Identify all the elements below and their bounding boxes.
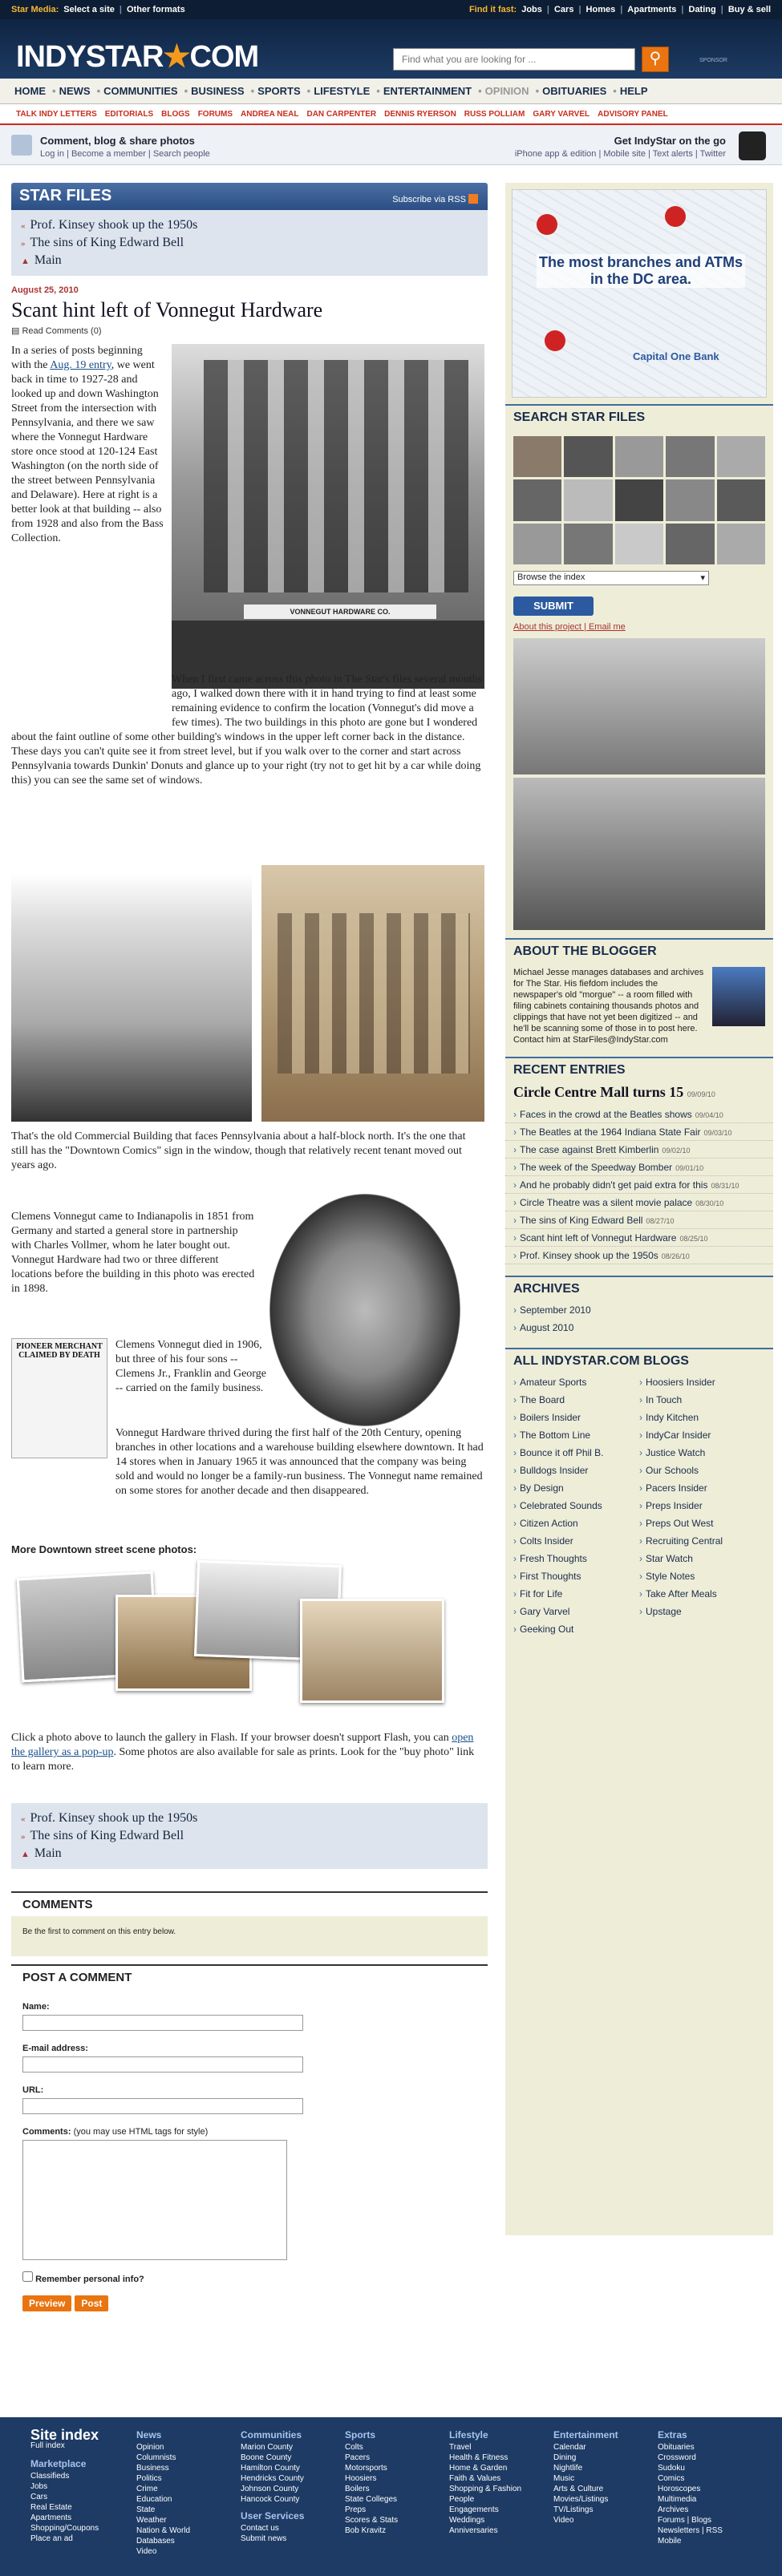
subnav-advisory-panel[interactable]: ADVISORY PANEL	[598, 109, 668, 119]
double-arrow-icon: »	[21, 239, 26, 249]
footer-heading[interactable]: Extras	[658, 2429, 687, 2441]
remember-checkbox[interactable]	[22, 2271, 33, 2282]
footer-link[interactable]: Travel	[449, 2443, 472, 2452]
footer-link[interactable]: Contact us	[241, 2524, 279, 2533]
footer-link[interactable]: Nation & World	[136, 2526, 191, 2535]
recent-entry[interactable]: › Prof. Kinsey shook up the 1950s 08/26/10	[505, 1247, 773, 1264]
member-links[interactable]: Log in | Become a member | Search people	[40, 149, 210, 159]
blog-link[interactable]: › Geeking Out	[513, 1624, 574, 1635]
footer-link[interactable]: Submit news	[241, 2534, 287, 2543]
blog-nav-bottom	[11, 1803, 488, 1869]
main-nav: HOME • NEWS • COMMUNITIES • BUSINESS • SPORTS • LIFESTYLE • ENTERTAINMENT • OPINION • OBITUARIES • HELP	[0, 79, 782, 104]
map-pin-icon	[545, 330, 565, 351]
gallery-photo-4[interactable]	[300, 1599, 444, 1703]
footer-link[interactable]: Comics	[658, 2474, 685, 2483]
paragraph-3: That's the old Commercial Building that faces Pennsylvania about a half-block north. It's the one that still has the "Downtown Comics" sign in the window, though that relatively recent tenant moved out years ago.	[11, 1130, 466, 1171]
paragraph-7: Click a photo above to launch the gallery in Flash. If your browser doesn't support Flash, you can open the gallery as a pop-up. Some photos are also available for sale as prints. Look for the "buy photo" link to learn more.	[11, 1732, 475, 1773]
thumb-photo	[513, 524, 561, 564]
blog-link[interactable]: › Boilers Insider	[513, 1412, 581, 1423]
blog-link[interactable]: › Preps Insider	[639, 1500, 703, 1511]
comment-icon: ▤	[11, 326, 22, 336]
nav-business[interactable]: BUSINESS	[191, 85, 245, 97]
nav-obituaries[interactable]: OBITUARIES	[542, 85, 607, 97]
footer-link[interactable]: Columnists	[136, 2453, 176, 2462]
footer-link[interactable]: State	[136, 2505, 156, 2514]
footer-link[interactable]: Hoosiers	[345, 2474, 377, 2483]
blog-link	[639, 1620, 765, 1638]
archive-link[interactable]: › August 2010	[513, 1322, 574, 1333]
footer-link[interactable]: Databases	[136, 2537, 175, 2546]
footer-link[interactable]: Crime	[136, 2485, 158, 2493]
star-media-label: Star Media:	[11, 5, 59, 14]
footer-link[interactable]: Marion County	[241, 2443, 294, 2452]
footer-link[interactable]: Archives	[658, 2505, 689, 2514]
search-button[interactable]	[642, 47, 669, 72]
footer-link[interactable]: Colts	[345, 2443, 363, 2452]
blog-link[interactable]: › Colts Insider	[513, 1535, 573, 1547]
search-star-files-title: SEARCH STAR FILES	[505, 404, 773, 430]
footer-link[interactable]: Crossword	[658, 2453, 696, 2462]
recent-entry[interactable]: › Scant hint left of Vonnegut Hardware 08/25/10	[505, 1229, 773, 1247]
arrow-icon: ›	[513, 1482, 517, 1494]
blog-link[interactable]: › Amateur Sports	[513, 1377, 587, 1388]
blogger-photo	[712, 967, 765, 1026]
name-label: Name:	[22, 2002, 50, 2012]
recent-entries-title: RECENT ENTRIES	[505, 1057, 773, 1082]
recent-entries-list	[505, 1106, 773, 1264]
preview-button[interactable]: Preview	[22, 2295, 71, 2311]
footer-link[interactable]: Johnson County	[241, 2485, 299, 2493]
read-comments-link[interactable]: ▤ Read Comments (0)	[11, 326, 102, 336]
arrow-icon: ›	[513, 1500, 517, 1511]
ad-headline: The most branches and ATMs in the DC area.	[537, 254, 745, 288]
arrow-icon: ›	[639, 1412, 642, 1423]
footer-sports	[345, 2430, 398, 2536]
footer-link[interactable]: Video	[136, 2547, 157, 2556]
blog-link[interactable]: › Take After Meals	[639, 1588, 717, 1599]
arrow-icon: ›	[639, 1447, 642, 1458]
archive-link[interactable]: › September 2010	[513, 1304, 591, 1316]
footer-link[interactable]: Faith & Values	[449, 2474, 501, 2483]
comments-title: COMMENTS	[11, 1891, 488, 1916]
arrow-icon: ›	[639, 1553, 642, 1564]
arrow-icon: ›	[513, 1447, 517, 1458]
footer-heading[interactable]: Lifestyle	[449, 2429, 488, 2441]
avatar-icon	[11, 135, 32, 156]
footer-link[interactable]: Hancock County	[241, 2495, 300, 2504]
footer-link[interactable]: State Colleges	[345, 2495, 398, 2504]
comment-form	[11, 2002, 488, 2311]
thumb-photo	[564, 479, 612, 520]
thumb-photo	[666, 436, 714, 477]
nav-sports[interactable]: SPORTS	[257, 85, 301, 97]
thumb-photo	[615, 479, 663, 520]
blog-link[interactable]: › First Thoughts	[513, 1571, 581, 1582]
subnav-andrea-neal[interactable]: ANDREA NEAL	[241, 109, 299, 119]
blog-link[interactable]: › Bulldogs Insider	[513, 1465, 589, 1476]
footer-link[interactable]: Shopping & Fashion	[449, 2485, 522, 2493]
divider: |	[119, 5, 122, 14]
blog-link[interactable]: › Bounce it off Phil B.	[513, 1447, 604, 1458]
subnav-dan-carpenter[interactable]: DAN CARPENTER	[306, 109, 377, 119]
mobile-title: Get IndyStar on the go	[614, 135, 726, 147]
footer-link[interactable]: Mobile	[658, 2537, 682, 2546]
find-it-fast: Find it fast: Jobs | Cars | Homes | Apartments | Dating | Buy & sell	[468, 5, 771, 14]
nav-communities[interactable]: COMMUNITIES	[103, 85, 178, 97]
blog-link[interactable]: › Style Notes	[639, 1571, 695, 1582]
thumb-photo	[717, 479, 765, 520]
member-title: Comment, blog & share photos	[40, 135, 195, 147]
arrow-icon: ›	[513, 1412, 517, 1423]
footer-communities	[241, 2430, 304, 2544]
arrow-icon: ›	[639, 1482, 642, 1494]
about-project-link[interactable]: About this project | Email me	[513, 622, 626, 632]
nav-home[interactable]: HOME	[14, 85, 46, 97]
subnav-gary-varvel[interactable]: GARY VARVEL	[533, 109, 590, 119]
nav-lifestyle[interactable]: LIFESTYLE	[314, 85, 371, 97]
recent-entry[interactable]: › Circle Theatre was a silent movie palace 08/30/10	[505, 1194, 773, 1211]
arrow-icon: ›	[513, 1553, 517, 1564]
chevron-down-icon: ▾	[700, 573, 705, 583]
post-button[interactable]: Post	[75, 2295, 108, 2311]
thumb-photo	[615, 524, 663, 564]
indystar-logo[interactable]: INDYSTAR★COM	[16, 40, 259, 74]
store-sign: VONNEGUT HARDWARE CO.	[244, 605, 436, 619]
rss-link[interactable]: Subscribe via RSS	[392, 192, 478, 204]
next-entry-link[interactable]: » The sins of King Edward Bell	[21, 236, 184, 249]
footer-link[interactable]: Health & Fitness	[449, 2453, 509, 2462]
footer-link[interactable]: Home & Garden	[449, 2464, 508, 2473]
map-pin-icon	[665, 206, 686, 227]
footer-link[interactable]: Hendricks County	[241, 2474, 304, 2483]
footer-entertainment	[553, 2430, 618, 2525]
thumb-photo	[717, 524, 765, 564]
arrow-icon: ›	[639, 1571, 642, 1582]
footer-link[interactable]: Motorsports	[345, 2464, 387, 2473]
post-date: August 25, 2010	[11, 285, 79, 295]
paragraph-2: When I first came across this photo in The Star's files several months ago, I walked down there with it in hand trying to find at least some remaining evidence to confirm the location (Vonnegut's did move a few times). The two buildings in this photo are gone but I wondered about the faint outline of some other building's windows in the upper left corner back in the distance. These days you can't quite see it from street level, but if you walk over to the corner and start across Pennsylvania towards Dunkin' Donuts and glance up to your right (try not to get hit by a car while doing this) you can see the same set of windows.	[11, 673, 483, 787]
post-comment-title: POST A COMMENT	[11, 1964, 488, 1989]
thumb-photo	[666, 479, 714, 520]
blog-link[interactable]: › Fresh Thoughts	[513, 1553, 587, 1564]
footer-link[interactable]: Forums | Blogs	[658, 2516, 712, 2525]
blog-link[interactable]: › Upstage	[639, 1606, 682, 1617]
jobs-link[interactable]: Jobs	[521, 5, 542, 14]
cars-link[interactable]: Cars	[553, 5, 574, 14]
nav-entertainment[interactable]: ENTERTAINMENT	[383, 85, 472, 97]
subnav-russ-polliam[interactable]: RUSS POLLIAM	[464, 109, 525, 119]
arrow-icon: ›	[639, 1465, 642, 1476]
homes-link[interactable]: Homes	[585, 5, 616, 14]
thumb-photo	[615, 436, 663, 477]
thumb-photo	[513, 479, 561, 520]
arrow-icon: ›	[513, 1535, 517, 1547]
footer-link[interactable]: Scores & Stats	[345, 2516, 399, 2525]
footer-link[interactable]: Apartments	[30, 2513, 72, 2522]
arrow-icon: ›	[639, 1394, 642, 1405]
gallery-heading: More Downtown street scene photos:	[11, 1543, 197, 1555]
recent-entry[interactable]: › And he probably didn't get paid extra for this 08/31/10	[505, 1176, 773, 1194]
comments-section	[11, 1891, 488, 2311]
up-arrow-icon: ▲	[21, 257, 30, 266]
rss-icon	[468, 194, 478, 204]
footer-heading[interactable]: Entertainment	[553, 2429, 618, 2441]
subnav-talk-indy-letters[interactable]: TALK INDY LETTERS	[16, 109, 97, 119]
footer-link[interactable]: Boilers	[345, 2485, 370, 2493]
star-files-photo-grid[interactable]	[513, 436, 765, 564]
blog-link[interactable]: › In Touch	[639, 1394, 683, 1405]
footer-link[interactable]: Dining	[553, 2453, 577, 2462]
subnav-dennis-ryerson[interactable]: DENNIS RYERSON	[384, 109, 456, 119]
arrow-icon: ›	[513, 1377, 517, 1388]
dating-link[interactable]: Dating	[688, 5, 716, 14]
prev-entry-link-bottom[interactable]: « Prof. Kinsey shook up the 1950s	[21, 1811, 198, 1825]
nav-help[interactable]: HELP	[619, 85, 648, 97]
arrow-icon: ›	[513, 1606, 517, 1617]
footer-heading[interactable]: User Services	[241, 2510, 305, 2521]
footer-link[interactable]: Arts & Culture	[553, 2485, 604, 2493]
paragraph-1: In a series of posts beginning with the Aug. 19 entry, we went back in time to 1927-28 and looked up and down Washington Street from the intersection with Pennsylvania, and there we saw where the Vonnegut Hardware store once stood at 120-124 East Washington (on the north side of the street between Pennsylvania and Delaware). Here at right is a better look at that building -- also from 1928 and also from the Bass Collection.	[11, 345, 164, 544]
remember-row: Remember personal info?	[22, 2271, 476, 2284]
archives-list	[505, 1301, 773, 1337]
recent-entry[interactable]: › The case against Brett Kimberlin 09/02/10	[505, 1141, 773, 1159]
thumb-photo	[717, 436, 765, 477]
main-link-bottom[interactable]: ▲ Main	[21, 1846, 62, 1860]
blog-link[interactable]: › Pacers Insider	[639, 1482, 707, 1494]
sidebar	[505, 183, 773, 2235]
recent-entry-featured[interactable]: Circle Centre Mall turns 15 09/09/10	[513, 1084, 715, 1100]
dance-photo[interactable]	[513, 638, 765, 774]
footer-link[interactable]: Sudoku	[658, 2464, 685, 2473]
member-bar	[0, 125, 782, 165]
arrow-icon: ›	[639, 1377, 642, 1388]
blog-title: STAR FILES	[19, 187, 112, 204]
full-index-link[interactable]: Full index	[30, 2441, 65, 2450]
arrow-icon: ›	[513, 1394, 517, 1405]
blog-link[interactable]: › Citizen Action	[513, 1518, 578, 1529]
clemens-vonnegut-portrait[interactable]	[269, 1194, 460, 1426]
arrow-icon: ›	[513, 1430, 517, 1441]
next-entry-link-bottom[interactable]: » The sins of King Edward Bell	[21, 1829, 184, 1842]
paragraph-6: Vonnegut Hardware thrived during the first half of the 20th Century, opening branches in other locations and a warehouse building elsewhere downtown. It had 14 stores when in January 1965 it was announced that the company was being sold and would no longer be a family-run business. The Vonnegut name remained on some stores for another decade and then disappeared.	[115, 1427, 484, 1497]
select-site-link[interactable]: Select a site	[63, 5, 115, 14]
blog-link[interactable]: › Hoosiers Insider	[639, 1377, 715, 1388]
aug-19-entry-link[interactable]: Aug. 19 entry	[50, 359, 111, 371]
footer-link[interactable]: Video	[553, 2516, 574, 2525]
footer-link[interactable]: Boone County	[241, 2453, 292, 2462]
main-content	[11, 183, 488, 2311]
thumb-photo	[564, 524, 612, 564]
vonnegut-building-photo[interactable]	[172, 344, 484, 689]
blog-link[interactable]: › Our Schools	[639, 1465, 699, 1476]
blog-link[interactable]: › The Bottom Line	[513, 1430, 591, 1441]
thumb-photo	[513, 436, 561, 477]
footer-link[interactable]: Cars	[30, 2493, 48, 2501]
top-bar	[0, 0, 782, 19]
thumb-photo	[564, 436, 612, 477]
footer-link[interactable]: Weather	[136, 2516, 167, 2525]
site-search-input[interactable]	[393, 48, 635, 71]
double-arrow-icon: «	[21, 221, 26, 231]
submit-button[interactable]: SUBMIT	[513, 596, 594, 616]
name-field[interactable]	[22, 2015, 303, 2031]
about-blogger-title: ABOUT THE BLOGGER	[505, 938, 773, 964]
footer-link[interactable]: Nightlife	[553, 2464, 583, 2473]
capital-one-ad[interactable]	[512, 189, 767, 398]
footer-extras	[658, 2430, 723, 2546]
subnav-editorials[interactable]: EDITORIALS	[104, 109, 154, 119]
all-blogs-title: ALL INDYSTAR.COM BLOGS	[505, 1348, 773, 1373]
subnav-blogs[interactable]: BLOGS	[161, 109, 190, 119]
blog-link[interactable]: › Star Watch	[639, 1553, 693, 1564]
nav-news[interactable]: NEWS	[59, 85, 91, 97]
arrow-icon: ›	[513, 1465, 517, 1476]
sponsor-label: SPONSOR	[699, 58, 727, 63]
footer-link[interactable]: TV/Listings	[553, 2505, 594, 2514]
phone-icon	[739, 131, 766, 160]
arrow-icon: ›	[639, 1518, 642, 1529]
find-label: Find it fast:	[468, 5, 517, 14]
email-label: E-mail address:	[22, 2044, 88, 2053]
footer-link[interactable]: Place an ad	[30, 2534, 73, 2543]
blog-link[interactable]: › Recruiting Central	[639, 1535, 723, 1547]
blog-header	[11, 183, 488, 210]
blog-link[interactable]: › The Board	[513, 1394, 565, 1405]
footer-heading[interactable]: Sports	[345, 2429, 376, 2441]
footer-link[interactable]: Jobs	[30, 2482, 48, 2491]
obituary-clipping[interactable]: PIONEER MERCHANT CLAIMED BY DEATH	[11, 1338, 107, 1458]
recent-entry[interactable]: › Faces in the crowd at the Beatles shows 09/04/10	[505, 1106, 773, 1123]
photo-gallery[interactable]	[11, 1559, 484, 1711]
blog-link[interactable]: › By Design	[513, 1482, 564, 1494]
comments-label: Comments: (you may use HTML tags for style)	[22, 2127, 209, 2137]
footer-link[interactable]: Movies/Listings	[553, 2495, 609, 2504]
footer-link[interactable]: Multimedia	[658, 2495, 697, 2504]
mobile-links[interactable]: iPhone app & edition | Mobile site | Text alerts | Twitter	[514, 149, 726, 159]
subnav-forums[interactable]: FORUMS	[197, 109, 233, 119]
recent-entry[interactable]: › The sins of King Edward Bell 08/27/10	[505, 1211, 773, 1229]
footer-link[interactable]: Business	[136, 2464, 169, 2473]
modern-corner-photo[interactable]	[261, 865, 484, 1122]
footer-link[interactable]: Shopping/Coupons	[30, 2524, 99, 2533]
masthead	[0, 19, 782, 79]
comments-textarea[interactable]	[22, 2140, 287, 2260]
site-index-title: Site index	[30, 2427, 99, 2443]
footer-link[interactable]: Anniversaries	[449, 2526, 498, 2535]
footer-heading[interactable]: Marketplace	[30, 2458, 87, 2469]
footer-link[interactable]: Music	[553, 2474, 575, 2483]
url-field[interactable]	[22, 2098, 303, 2114]
page-body	[0, 165, 782, 2382]
blog-link[interactable]: › Preps Out West	[639, 1518, 714, 1529]
footer-link[interactable]: Preps	[345, 2505, 367, 2514]
url-label: URL:	[22, 2085, 44, 2095]
footer-link[interactable]: Hamilton County	[241, 2464, 300, 2473]
footer-link[interactable]: Horoscopes	[658, 2485, 701, 2493]
arrow-icon: ›	[639, 1588, 642, 1599]
other-formats-link[interactable]: Other formats	[126, 5, 185, 14]
recent-entry[interactable]: › The week of the Speedway Bomber 09/01/10	[505, 1159, 773, 1176]
arrow-icon: ›	[513, 1624, 517, 1635]
blog-link[interactable]: › Indy Kitchen	[639, 1412, 699, 1423]
post-body	[11, 344, 488, 1899]
post-title: Scant hint left of Vonnegut Hardware	[11, 298, 323, 321]
footer-heading[interactable]: Communities	[241, 2429, 302, 2441]
arrow-icon: ›	[513, 1571, 517, 1582]
paragraph-4: Clemens Vonnegut came to Indianapolis in 1851 from Germany and started a general store in partnership with Charles Vollmer, whom he later bought out. Vonnegut Hardware had two or three different locations before the building in this photo was erected in 1898.	[11, 1211, 255, 1295]
arrow-icon: ›	[639, 1606, 642, 1617]
footer-link[interactable]: Politics	[136, 2474, 162, 2483]
recent-entry[interactable]: › The Beatles at the 1964 Indiana State Fair 09/03/10	[505, 1123, 773, 1141]
blog-link[interactable]: › Fit for Life	[513, 1588, 563, 1599]
blog-link[interactable]: › IndyCar Insider	[639, 1430, 711, 1441]
footer-link[interactable]: Classifieds	[30, 2472, 70, 2481]
apartments-link[interactable]: Apartments	[627, 5, 677, 14]
footer-link[interactable]: Obituaries	[658, 2443, 695, 2452]
footer-link[interactable]: Bob Kravitz	[345, 2526, 387, 2535]
footer-link[interactable]: Opinion	[136, 2443, 164, 2452]
prev-entry-link[interactable]: « Prof. Kinsey shook up the 1950s	[21, 218, 198, 232]
footer-site-index	[30, 2427, 99, 2544]
footer-link[interactable]: Education	[136, 2495, 172, 2504]
email-field[interactable]	[22, 2056, 303, 2073]
footer-link[interactable]: Weddings	[449, 2516, 485, 2525]
footer-link[interactable]: People	[449, 2495, 475, 2504]
gallery-popup-link[interactable]: open the gallery as a pop-up	[11, 1732, 474, 1758]
footer-link[interactable]: Calendar	[553, 2443, 586, 2452]
footer-lifestyle	[449, 2430, 521, 2536]
arrow-icon: ›	[639, 1500, 642, 1511]
paragraph-5: Clemens Vonnegut died in 1906, but three of his four sons -- Clemens Jr., Franklin and George -- carried on the family business.	[115, 1339, 266, 1394]
ad-bank-logo: Capital One Bank	[633, 350, 719, 362]
search-icon: ⚲	[649, 50, 662, 67]
footer	[0, 2417, 782, 2576]
opinion-subnav	[0, 104, 782, 125]
footer-heading[interactable]: News	[136, 2429, 162, 2441]
footer-link[interactable]: Engagements	[449, 2505, 499, 2514]
blog-link[interactable]: › Gary Varvel	[513, 1606, 570, 1617]
thumb-photo	[666, 524, 714, 564]
arrow-icon: ›	[639, 1535, 642, 1547]
nav-opinion[interactable]: OPINION	[484, 85, 529, 97]
buy-sell-link[interactable]: Buy & sell	[727, 5, 771, 14]
street-photo[interactable]	[513, 778, 765, 930]
about-blogger: Michael Jesse manages databases and archives for The Star. His fiefdom includes the newspaper's old "morgue" -- a room filled with filing cabinets containing thousands photos and clippings that have not yet been digitized -- and he'll be scanning some of those in to post here. Contact him at StarFiles@IndyStar.com	[505, 964, 773, 1053]
blog-nav-top	[11, 210, 488, 276]
commercial-building-photo[interactable]	[11, 873, 252, 1122]
arrow-icon: ›	[513, 1518, 517, 1529]
map-pin-icon	[537, 214, 557, 235]
arrow-icon: ›	[513, 1588, 517, 1599]
footer-link[interactable]: Newsletters | RSS	[658, 2526, 723, 2535]
all-blogs-list	[505, 1373, 773, 1638]
archives-title: ARCHIVES	[505, 1276, 773, 1301]
arrow-icon: ›	[639, 1430, 642, 1441]
no-comments: Be the first to comment on this entry below.	[11, 1916, 488, 1956]
footer-link[interactable]: Real Estate	[30, 2503, 72, 2512]
footer-news	[136, 2430, 190, 2557]
footer-link[interactable]: Pacers	[345, 2453, 371, 2462]
main-link[interactable]: ▲ Main	[21, 253, 62, 267]
blog-link[interactable]: › Celebrated Sounds	[513, 1500, 602, 1511]
browse-index-select[interactable]: Browse the index ▾	[513, 571, 709, 585]
blog-link[interactable]: › Justice Watch	[639, 1447, 706, 1458]
